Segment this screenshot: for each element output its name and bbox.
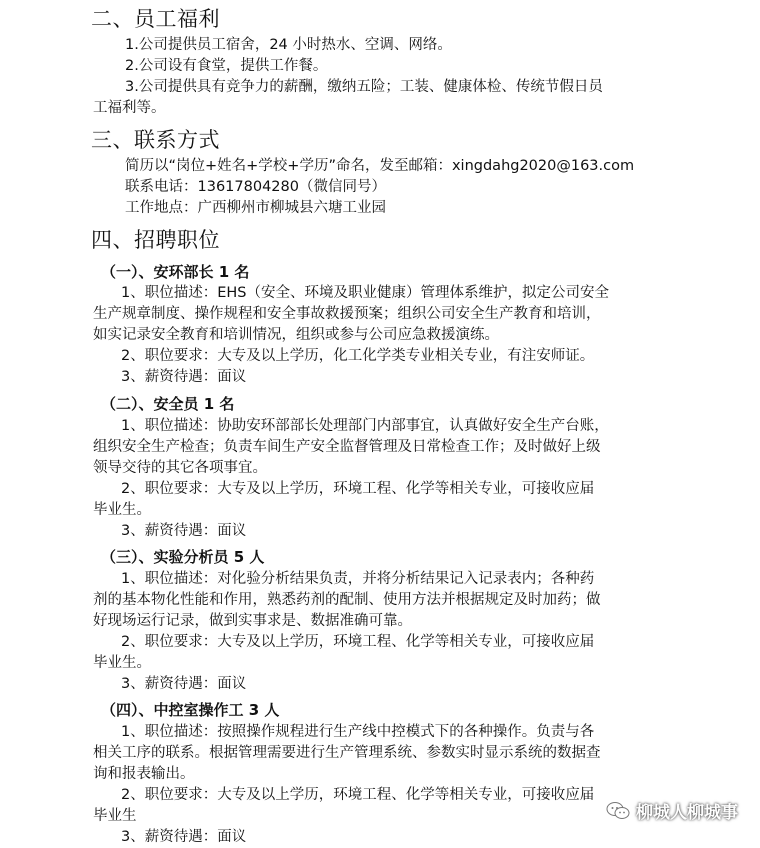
job-3-line: 剂的基本物化性能和作用，熟悉药剂的配制、使用方法并根据规定及时加药；做: [93, 592, 601, 608]
benefits-line-4: 工福利等。: [93, 100, 166, 116]
contact-line-address: 工作地点：广西柳州市柳城县六塘工业园: [125, 200, 386, 216]
benefits-line-3: 3.公司提供具有竞争力的薪酬，缴纳五险；工装、健康体检、传统节假日员: [125, 79, 603, 95]
job-1-line: 如实记录安全教育和培训情况，组织或参与公司应急救援演练。: [93, 327, 499, 343]
benefits-heading: 二、员工福利: [91, 7, 220, 31]
job-2-line: 2、职位要求：大专及以上学历，环境工程、化学等相关专业，可接收应届: [121, 481, 595, 497]
watermark-text: 柳城人柳城事: [636, 803, 738, 823]
job-2-line: 3、薪资待遇：面议: [121, 523, 247, 539]
contact-line-email: 简历以“岗位+姓名+学校+学历”命名，发至邮箱：xingdahg2020@163.com: [125, 158, 635, 174]
job-2-title: （二）、安全员 1 名: [101, 395, 235, 413]
contact-line-phone: 联系电话：13617804280（微信同号）: [125, 179, 386, 195]
job-3-line: 毕业生。: [93, 655, 151, 671]
benefits-line-2: 2.公司设有食堂，提供工作餐。: [125, 58, 328, 74]
wechat-icon: [606, 801, 630, 821]
job-3-line: 2、职位要求：大专及以上学历，环境工程、化学等相关专业，可接收应届: [121, 634, 595, 650]
job-2-line: 毕业生。: [93, 502, 151, 518]
job-4-title: （四）、中控室操作工 3 人: [101, 701, 280, 719]
job-3-line: 1、职位描述：对化验分析结果负责，并将分析结果记入记录表内；各种药: [121, 571, 595, 587]
job-2-line: 领导交待的其它各项事宜。: [93, 460, 267, 476]
job-1-line: 生产规章制度、操作规程和安全事故救援预案；组织公司安全生产教育和培训，: [93, 306, 601, 322]
contact-heading: 三、联系方式: [91, 128, 220, 152]
job-3-title: （三）、实验分析员 5 人: [101, 548, 265, 566]
job-1-title: （一）、安环部长 1 名: [101, 263, 250, 281]
job-4-line: 2、职位要求：大专及以上学历，环境工程、化学等相关专业，可接收应届: [121, 787, 595, 803]
job-4-line: 毕业生: [93, 808, 137, 824]
job-3-line: 好现场运行记录，做到实事求是、数据准确可靠。: [93, 613, 412, 629]
job-1-line: 3、薪资待遇：面议: [121, 369, 247, 385]
job-1-line: 1、职位描述：EHS（安全、环境及职业健康）管理体系维护，拟定公司安全: [121, 285, 609, 301]
job-4-line: 相关工序的联系。根据管理需要进行生产管理系统、参数实时显示系统的数据查: [93, 745, 601, 761]
job-3-line: 3、薪资待遇：面议: [121, 676, 247, 692]
positions-heading: 四、招聘职位: [91, 228, 220, 252]
job-4-line: 询和报表输出。: [93, 766, 195, 782]
job-4-line: 3、薪资待遇：面议: [121, 829, 247, 845]
benefits-line-1: 1.公司提供员工宿舍，24 小时热水、空调、网络。: [125, 37, 452, 53]
job-2-line: 1、职位描述：协助安环部部长处理部门内部事宜，认真做好安全生产台账，: [121, 418, 609, 434]
job-1-line: 2、职位要求：大专及以上学历，化工化学类专业相关专业，有注安师证。: [121, 348, 595, 364]
job-4-line: 1、职位描述：按照操作规程进行生产线中控模式下的各种操作。负责与各: [121, 724, 595, 740]
wechat-watermark: [606, 798, 738, 823]
job-2-line: 组织安全生产检查；负责车间生产安全监督管理及日常检查工作；及时做好上级: [93, 439, 601, 455]
